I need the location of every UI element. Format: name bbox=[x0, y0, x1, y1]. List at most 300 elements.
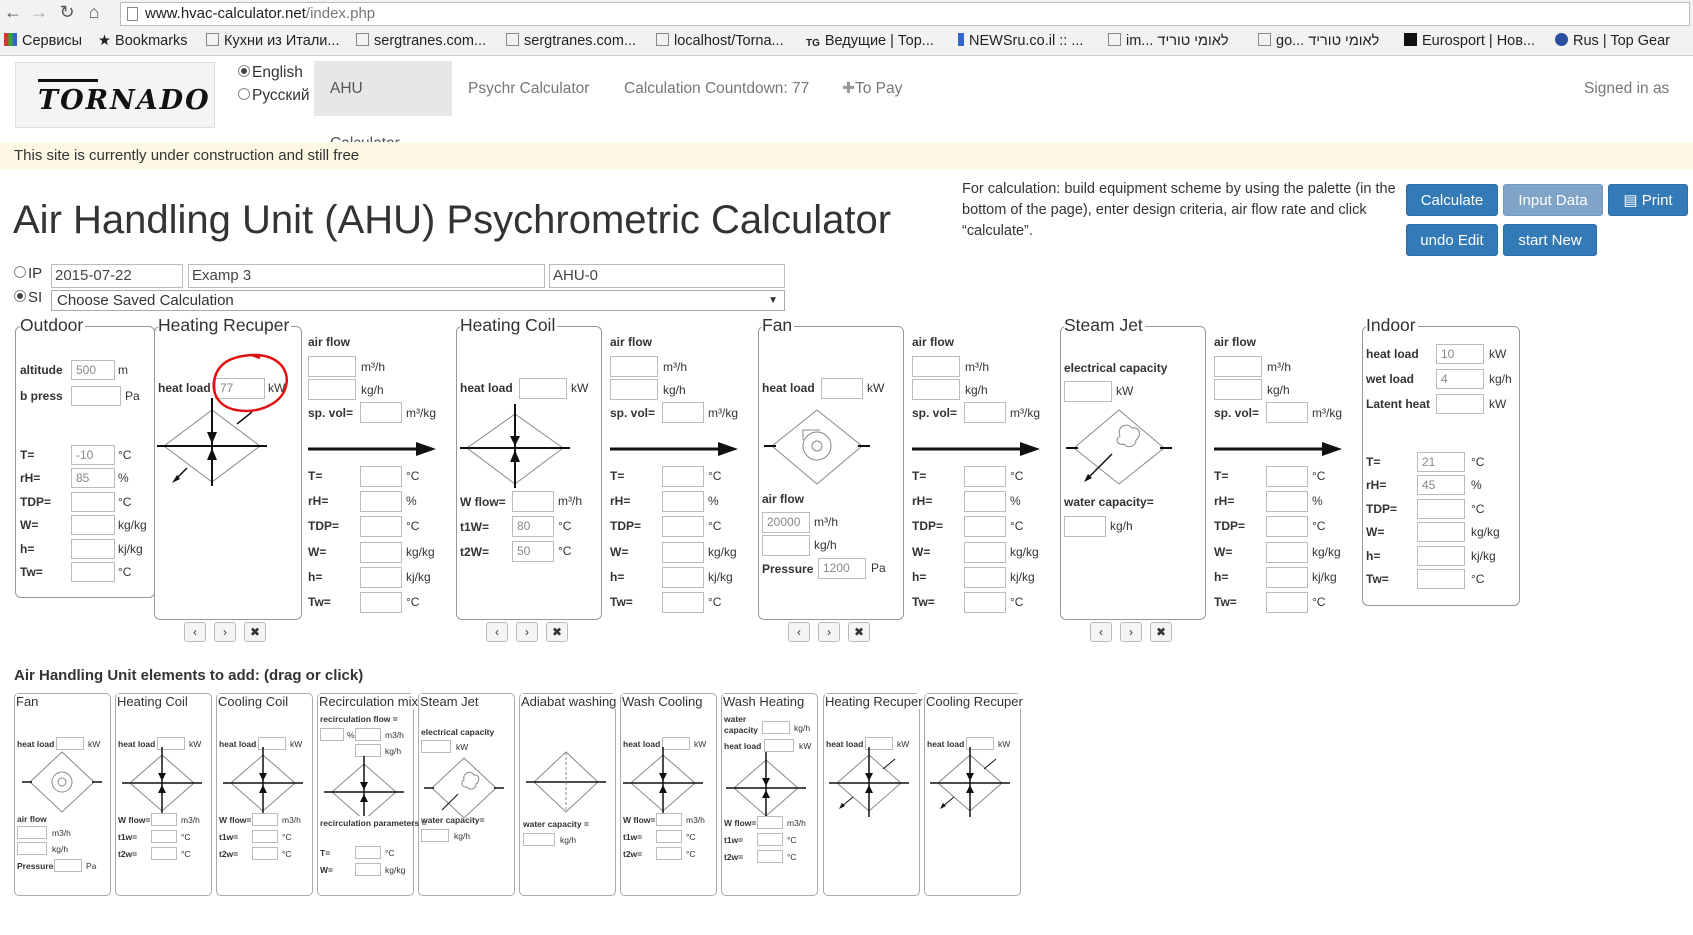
t1w-input[interactable] bbox=[151, 830, 177, 843]
instructions-text: For calculation: build equipment scheme by using the palette (in the bottom of the page), enter design criteria, air flow rate and click “calculate”. bbox=[962, 181, 1396, 239]
lang-russian[interactable]: Русский bbox=[238, 87, 310, 105]
state-h-input[interactable] bbox=[1266, 567, 1308, 588]
m3kg-unit: m³/kg bbox=[1010, 406, 1040, 420]
kw-unit: kW bbox=[189, 739, 202, 749]
page-icon bbox=[206, 33, 219, 46]
wflow-input[interactable] bbox=[151, 813, 177, 826]
bookmark-8[interactable]: go... לאומי טוריד bbox=[1258, 30, 1379, 52]
m3h-unit: m³/h bbox=[814, 515, 838, 529]
state-rh-label: rH= bbox=[912, 494, 933, 509]
m3kg-unit: m³/kg bbox=[406, 406, 436, 420]
input-data-button[interactable]: Input Data bbox=[1503, 184, 1603, 216]
state-w-input[interactable] bbox=[662, 542, 704, 563]
state-T-input[interactable] bbox=[360, 466, 402, 487]
outdoor-tw-unit: °C bbox=[118, 565, 132, 579]
palette-card-title: Cooling Recuper bbox=[926, 694, 1023, 709]
rh-unit: % bbox=[1010, 494, 1021, 509]
degc-unit: °C bbox=[558, 519, 572, 533]
airflow-m3h-input[interactable] bbox=[1214, 356, 1262, 377]
degc-unit: °C bbox=[181, 832, 191, 842]
heat-load-input[interactable] bbox=[764, 739, 794, 752]
indoor-wet-load-input[interactable]: 4 bbox=[1436, 369, 1484, 389]
date-field[interactable]: 2015-07-22 bbox=[51, 264, 183, 288]
indoor-tw-input[interactable] bbox=[1417, 569, 1465, 589]
t1w-label: t1W= bbox=[460, 520, 490, 534]
wflow-label: W flow= bbox=[219, 815, 252, 825]
heating-coil-heat-load-input[interactable] bbox=[519, 378, 567, 399]
pressure-label: Pressure bbox=[762, 562, 814, 576]
bookmark-10[interactable]: Rus | Top Gear bbox=[1555, 30, 1670, 52]
outdoor-h-label: h= bbox=[20, 541, 35, 556]
state-rh-input[interactable] bbox=[1266, 491, 1308, 512]
kgkg-unit: kg/kg bbox=[385, 865, 406, 875]
move-right-button[interactable]: › bbox=[516, 622, 538, 642]
tornado-logo[interactable] bbox=[15, 62, 215, 128]
bookmark-6[interactable]: NEWSru.co.il :: ... bbox=[958, 30, 1083, 52]
state-w-label: W= bbox=[308, 544, 327, 559]
indoor-w-unit: kg/kg bbox=[1471, 525, 1500, 540]
palette-card-title: Wash Heating bbox=[723, 694, 805, 709]
page-icon bbox=[656, 33, 669, 46]
bpress-unit: Pa bbox=[125, 389, 140, 403]
state-h-label: h= bbox=[308, 569, 323, 584]
kgh-unit: kg/h bbox=[814, 538, 837, 552]
altitude-unit: m bbox=[118, 363, 128, 377]
airflow-m3h-input[interactable] bbox=[308, 356, 356, 377]
tdp-unit: °C bbox=[1312, 519, 1326, 534]
water-cap-input[interactable] bbox=[523, 833, 555, 846]
bookmark-3[interactable]: sergtranes.com... bbox=[506, 30, 636, 52]
state-w-label: W= bbox=[912, 544, 931, 559]
heating-coil-symbol bbox=[460, 404, 570, 490]
spvol-input[interactable] bbox=[662, 402, 704, 423]
palette-title: Air Handling Unit elements to add: (drag or click) bbox=[14, 667, 364, 684]
T-unit: °C bbox=[1312, 469, 1326, 483]
outdoor-w-unit: kg/kg bbox=[118, 518, 147, 533]
kgh-unit: kg/h bbox=[794, 723, 811, 733]
url-host: www.hvac-calculator.net bbox=[145, 5, 306, 22]
calc-name-field[interactable]: Examp 3 bbox=[188, 264, 545, 288]
degc-unit: °C bbox=[385, 848, 395, 858]
state-tdp-input[interactable] bbox=[1266, 516, 1308, 537]
m3h-unit: m3/h bbox=[385, 730, 404, 740]
bookmark-bookmarks[interactable]: ★ Bookmarks bbox=[98, 33, 188, 49]
radio-icon[interactable] bbox=[238, 88, 250, 100]
airflow-arrow-icon bbox=[1214, 441, 1344, 457]
ahu-id-field[interactable]: AHU-0 bbox=[549, 264, 785, 288]
kgh-unit: kg/h bbox=[1267, 383, 1290, 397]
fan-heat-load-input[interactable] bbox=[821, 378, 863, 399]
spvol-label: sp. vol= bbox=[912, 406, 958, 420]
recirc-w-input[interactable] bbox=[355, 863, 381, 876]
airflow-kgh-input[interactable] bbox=[308, 379, 356, 400]
kgh-unit: kg/h bbox=[663, 383, 686, 397]
state-h-label: h= bbox=[1214, 569, 1229, 584]
airflow-m3h-input[interactable] bbox=[610, 356, 658, 377]
palette-card-title: Steam Jet bbox=[420, 694, 479, 709]
page-icon bbox=[127, 7, 138, 21]
indoor-latent-input[interactable] bbox=[1436, 394, 1484, 414]
indoor-rh-input[interactable]: 45 bbox=[1417, 475, 1465, 495]
capacity-label: capacity bbox=[724, 725, 759, 735]
state-T-input[interactable] bbox=[1266, 466, 1308, 487]
m3kg-unit: m³/kg bbox=[708, 406, 738, 420]
state-h-input[interactable] bbox=[964, 567, 1006, 588]
state-tdp-label: TDP= bbox=[912, 519, 944, 534]
radio-icon[interactable] bbox=[238, 65, 250, 77]
annotation-circle bbox=[208, 350, 292, 416]
state-h-input[interactable] bbox=[662, 567, 704, 588]
delete-button[interactable]: ✖ bbox=[848, 622, 870, 642]
water-capacity-input[interactable] bbox=[1064, 516, 1106, 537]
t1w-input[interactable] bbox=[656, 830, 682, 843]
recirc-pct-input[interactable] bbox=[320, 728, 344, 741]
tdp-unit: °C bbox=[1010, 519, 1024, 534]
t2w-input[interactable]: 50 bbox=[512, 541, 554, 562]
fan-kgh-input[interactable] bbox=[762, 535, 810, 556]
state-tdp-label: TDP= bbox=[610, 519, 642, 534]
indoor-T-unit: °C bbox=[1471, 455, 1485, 469]
indoor-w-label: W= bbox=[1366, 525, 1385, 540]
lang-english[interactable]: English bbox=[238, 64, 303, 82]
wflow-input[interactable] bbox=[512, 491, 554, 512]
degc-unit: °C bbox=[686, 849, 696, 859]
recirc-m3h-input[interactable] bbox=[355, 728, 381, 741]
indoor-tdp-input[interactable] bbox=[1417, 499, 1465, 519]
heat-load-label: heat load bbox=[158, 381, 211, 395]
heat-load-label: heat load bbox=[826, 739, 864, 749]
electrical-capacity-label: electrical capacity bbox=[1064, 361, 1168, 375]
m3h-unit: m3/h bbox=[181, 815, 200, 825]
w-unit: kg/kg bbox=[708, 544, 737, 559]
indoor-tdp-unit: °C bbox=[1471, 501, 1485, 516]
airflow-title: air flow bbox=[610, 335, 653, 349]
nav-ahu-calculator[interactable]: AHU bbox=[314, 61, 452, 116]
state-h-label: h= bbox=[912, 569, 927, 584]
outdoor-rh-label: rH= bbox=[20, 471, 41, 486]
back-icon[interactable]: ← bbox=[4, 2, 22, 22]
m3h-unit: m3/h bbox=[52, 828, 71, 838]
state-rh-input[interactable] bbox=[964, 491, 1006, 512]
forward-icon[interactable]: → bbox=[30, 2, 48, 22]
wflow-label: W flow= bbox=[623, 815, 656, 825]
fan-pressure-input[interactable]: 1200 bbox=[818, 558, 866, 579]
wflow-input[interactable] bbox=[757, 816, 783, 829]
home-icon[interactable]: ⌂ bbox=[88, 2, 100, 22]
indoor-h-input[interactable] bbox=[1417, 546, 1465, 566]
airflow-kgh-input[interactable] bbox=[912, 379, 960, 400]
state-T-label: T= bbox=[610, 469, 625, 483]
outdoor-h-input[interactable] bbox=[71, 539, 115, 559]
m3h-unit: m³/h bbox=[1267, 360, 1291, 374]
indoor-h-label: h= bbox=[1366, 548, 1381, 563]
steam-capacity-input[interactable] bbox=[1064, 381, 1112, 402]
reload-icon[interactable]: ↻ bbox=[59, 2, 75, 22]
airflow-title: air flow bbox=[308, 335, 351, 349]
state-rh-label: rH= bbox=[308, 494, 329, 509]
h-unit: kj/kg bbox=[1010, 569, 1035, 584]
saved-calc-select[interactable]: Choose Saved Calculation ▼ bbox=[51, 290, 785, 311]
state-tw-label: Tw= bbox=[308, 595, 331, 609]
delete-button[interactable]: ✖ bbox=[244, 622, 266, 642]
bookmark-7[interactable]: im... לאומי טוריד bbox=[1108, 30, 1229, 52]
heat-load-label: heat load bbox=[219, 739, 257, 749]
kgh-unit: kg/h bbox=[560, 835, 577, 845]
move-left-button[interactable]: ‹ bbox=[788, 622, 810, 642]
heat-load-label: heat load bbox=[17, 739, 55, 749]
t2w-input[interactable] bbox=[656, 847, 682, 860]
state-h-input[interactable] bbox=[360, 567, 402, 588]
bookmark-services[interactable]: Сервисы bbox=[4, 30, 82, 52]
state-tdp-input[interactable] bbox=[964, 516, 1006, 537]
m3h-unit: m3/h bbox=[787, 818, 806, 828]
airflow-kgh-input[interactable] bbox=[610, 379, 658, 400]
kw-unit: kW bbox=[1116, 384, 1134, 398]
altitude-input[interactable]: 500 bbox=[71, 360, 115, 380]
newsru-icon bbox=[958, 33, 964, 46]
state-rh-label: rH= bbox=[610, 494, 631, 509]
kw-unit: kW bbox=[1489, 347, 1507, 361]
state-w-input[interactable] bbox=[964, 542, 1006, 563]
palette-card-title: Wash Cooling bbox=[622, 694, 703, 709]
wet-load-label: wet load bbox=[1366, 372, 1415, 386]
state-tdp-input[interactable] bbox=[662, 516, 704, 537]
kgh-unit: kg/h bbox=[1489, 372, 1512, 386]
state-tw-input[interactable] bbox=[964, 592, 1006, 613]
latent-heat-label: Latent heat bbox=[1366, 397, 1431, 411]
outdoor-tw-label: Tw= bbox=[20, 565, 43, 579]
t1w-label: t1w= bbox=[724, 835, 744, 845]
indoor-title: Indoor bbox=[1366, 315, 1416, 335]
state-w-label: W= bbox=[610, 544, 629, 559]
m3h-unit: m3/h bbox=[282, 815, 301, 825]
fan-title: Fan bbox=[762, 315, 793, 335]
wflow-input[interactable] bbox=[252, 813, 278, 826]
indoor-heat-load-input[interactable]: 10 bbox=[1436, 344, 1484, 364]
move-right-button[interactable]: › bbox=[818, 622, 840, 642]
rh-unit: % bbox=[406, 494, 417, 509]
page-title: Air Handling Unit (AHU) Psychrometric Calculator bbox=[13, 198, 892, 242]
unit-si[interactable]: SI bbox=[14, 289, 42, 306]
kgh-unit: kg/h bbox=[52, 844, 69, 854]
t1w-input[interactable] bbox=[252, 830, 278, 843]
tw-unit: °C bbox=[1312, 595, 1326, 609]
fan-symbol bbox=[22, 746, 102, 818]
heat-load-label: heat load bbox=[623, 739, 661, 749]
state-tw-input[interactable] bbox=[662, 592, 704, 613]
outdoor-rh-input[interactable]: 85 bbox=[71, 468, 115, 488]
heat-load-label: heat load bbox=[1366, 347, 1419, 361]
state-rh-input[interactable] bbox=[662, 491, 704, 512]
printer-icon: ▤ bbox=[1623, 192, 1642, 209]
palette-card-title: Cooling Coil bbox=[218, 694, 289, 709]
bookmark-5[interactable]: TG Ведущие | Тор... bbox=[806, 33, 934, 49]
state-tdp-input[interactable] bbox=[360, 516, 402, 537]
kw-unit: kW bbox=[998, 739, 1011, 749]
m3h-unit: m³/h bbox=[663, 360, 687, 374]
kw-unit: kW bbox=[268, 381, 286, 395]
m3h-unit: m³/h bbox=[965, 360, 989, 374]
unit-ip[interactable]: IP bbox=[14, 265, 42, 282]
nav-countdown[interactable]: Calculation Countdown: 77 bbox=[624, 80, 810, 97]
rh-unit: % bbox=[1312, 494, 1323, 509]
outdoor-w-input[interactable] bbox=[71, 515, 115, 535]
t2w-input[interactable] bbox=[252, 847, 278, 860]
wflow-label: W flow= bbox=[118, 815, 151, 825]
state-T-input[interactable] bbox=[662, 466, 704, 487]
tw-unit: °C bbox=[708, 595, 722, 609]
kw-unit: kW bbox=[571, 381, 589, 395]
move-left-button[interactable]: ‹ bbox=[184, 622, 206, 642]
recirc-t-input[interactable] bbox=[355, 846, 381, 859]
kw-unit: kW bbox=[694, 739, 707, 749]
airflow-m3h-input[interactable] bbox=[912, 356, 960, 377]
wflow-input[interactable] bbox=[656, 813, 682, 826]
w-unit: kg/kg bbox=[1312, 544, 1341, 559]
degc-unit: °C bbox=[686, 832, 696, 842]
water-capacity-label: water capacity= bbox=[1064, 495, 1154, 509]
pa-unit: Pa bbox=[871, 561, 886, 575]
outdoor-T-label: T= bbox=[20, 448, 35, 462]
radio-icon[interactable] bbox=[14, 290, 26, 302]
kgh-input[interactable] bbox=[17, 842, 47, 855]
topgear-icon bbox=[1555, 33, 1568, 46]
degc-unit: °C bbox=[558, 544, 572, 558]
state-w-input[interactable] bbox=[1266, 542, 1308, 563]
degc-unit: °C bbox=[181, 849, 191, 859]
outdoor-tw-input[interactable] bbox=[71, 562, 115, 582]
spvol-label: sp. vol= bbox=[1214, 406, 1260, 420]
degc-unit: °C bbox=[282, 849, 292, 859]
water-cap-input[interactable] bbox=[762, 721, 790, 734]
indoor-T-input[interactable]: 21 bbox=[1417, 452, 1465, 472]
outdoor-tdp-input[interactable] bbox=[71, 492, 115, 512]
nav-psychr-calculator[interactable]: Psychr Calculator bbox=[468, 80, 590, 97]
kgh-unit: kg/h bbox=[1110, 519, 1133, 533]
w-unit: kg/kg bbox=[1010, 544, 1039, 559]
heating-recuper-title: Heating Recuper bbox=[158, 315, 290, 335]
print-button[interactable]: ▤ Print bbox=[1608, 184, 1688, 216]
fan-airflow-input[interactable]: 20000 bbox=[762, 512, 810, 533]
kgh-unit: kg/h bbox=[385, 746, 402, 756]
move-right-button[interactable]: › bbox=[1120, 622, 1142, 642]
degc-unit: °C bbox=[787, 835, 797, 845]
start-new-button[interactable]: start New bbox=[1503, 224, 1597, 256]
kgh-unit: kg/h bbox=[361, 383, 384, 397]
heating-coil-title: Heating Coil bbox=[460, 315, 556, 335]
airflow-arrow-icon bbox=[610, 441, 740, 457]
palette-card-title: Adiabat washing bbox=[521, 694, 617, 709]
w-label: W= bbox=[320, 865, 333, 875]
state-T-label: T= bbox=[1214, 469, 1229, 483]
spvol-input[interactable] bbox=[1266, 402, 1308, 423]
dropdown-caret-icon: ▼ bbox=[768, 295, 778, 306]
outdoor-rh-unit: % bbox=[118, 471, 129, 486]
calculate-button[interactable]: Calculate bbox=[1406, 184, 1498, 216]
wash-cooling-symbol bbox=[623, 747, 703, 817]
state-tw-input[interactable] bbox=[360, 592, 402, 613]
state-rh-label: rH= bbox=[1214, 494, 1235, 509]
nav-to-pay[interactable]: ✚To Pay bbox=[842, 80, 903, 97]
recuper-heat-load-input[interactable]: 77 bbox=[215, 378, 265, 399]
m3h-unit: m3/h bbox=[686, 815, 705, 825]
undo-edit-button[interactable]: undo Edit bbox=[1406, 224, 1498, 256]
move-right-button[interactable]: › bbox=[214, 622, 236, 642]
kgh-unit: kg/h bbox=[965, 383, 988, 397]
t2w-input[interactable] bbox=[151, 847, 177, 860]
degc-unit: °C bbox=[282, 832, 292, 842]
airflow-kgh-input[interactable] bbox=[1214, 379, 1262, 400]
t1w-input[interactable]: 80 bbox=[512, 516, 554, 537]
outdoor-tdp-label: TDP= bbox=[20, 494, 52, 509]
bookmark-9[interactable]: Eurosport | Нов... bbox=[1404, 30, 1535, 52]
wflow-unit: m³/h bbox=[558, 494, 582, 508]
state-T-input[interactable] bbox=[964, 466, 1006, 487]
move-left-button[interactable]: ‹ bbox=[486, 622, 508, 642]
delete-button[interactable]: ✖ bbox=[546, 622, 568, 642]
state-tw-label: Tw= bbox=[912, 595, 935, 609]
adiabat-washing-symbol bbox=[526, 746, 606, 818]
water-cap-input[interactable] bbox=[421, 829, 449, 842]
T-unit: °C bbox=[708, 469, 722, 483]
spvol-input[interactable] bbox=[360, 402, 402, 423]
outdoor-T-input[interactable]: -10 bbox=[71, 445, 115, 465]
t2w-input[interactable] bbox=[757, 850, 783, 863]
t1w-input[interactable] bbox=[757, 833, 783, 846]
bookmark-4[interactable]: localhost/Torna... bbox=[656, 30, 784, 52]
steam-jet-title: Steam Jet bbox=[1064, 315, 1143, 335]
water-cap-label: water capacity = bbox=[523, 819, 589, 829]
move-left-button[interactable]: ‹ bbox=[1090, 622, 1112, 642]
state-tw-input[interactable] bbox=[1266, 592, 1308, 613]
delete-button[interactable]: ✖ bbox=[1150, 622, 1172, 642]
water-cap-label: water capacity= bbox=[421, 815, 485, 825]
pct-unit: % bbox=[347, 730, 355, 740]
airflow-label: air flow bbox=[762, 492, 805, 506]
h-unit: kj/kg bbox=[708, 569, 733, 584]
indoor-w-input[interactable] bbox=[1417, 522, 1465, 542]
h-unit: kj/kg bbox=[406, 569, 431, 584]
w-unit: kg/kg bbox=[406, 544, 435, 559]
air-flow-input[interactable] bbox=[17, 826, 47, 839]
indoor-tw-unit: °C bbox=[1471, 572, 1485, 586]
state-T-label: T= bbox=[308, 469, 323, 483]
t2w-label: t2W= bbox=[460, 545, 490, 559]
outdoor-h-unit: kj/kg bbox=[118, 541, 143, 556]
radio-icon[interactable] bbox=[14, 266, 26, 278]
t2w-label: t2w= bbox=[118, 849, 138, 859]
t1w-label: t1w= bbox=[623, 832, 643, 842]
state-w-input[interactable] bbox=[360, 542, 402, 563]
pressure-input[interactable] bbox=[54, 859, 82, 872]
indoor-rh-label: rH= bbox=[1366, 478, 1387, 493]
cooling-recuper-symbol bbox=[930, 747, 1010, 817]
t-label: T= bbox=[320, 848, 331, 858]
spvol-input[interactable] bbox=[964, 402, 1006, 423]
signed-in-text[interactable]: Signed in as bbox=[1584, 80, 1670, 97]
state-rh-input[interactable] bbox=[360, 491, 402, 512]
bookmark-2[interactable]: sergtranes.com... bbox=[356, 30, 486, 52]
recirculation-symbol bbox=[324, 756, 404, 816]
kw-unit: kW bbox=[88, 739, 101, 749]
address-bar[interactable] bbox=[120, 2, 1690, 26]
heating-recuper-symbol bbox=[829, 747, 909, 817]
indoor-tdp-label: TDP= bbox=[1366, 501, 1398, 516]
spvol-label: sp. vol= bbox=[308, 406, 354, 420]
bookmark-1[interactable]: Кухни из Итали... bbox=[206, 30, 339, 52]
eurosport-icon bbox=[1404, 33, 1417, 46]
bpress-input[interactable] bbox=[71, 386, 121, 406]
